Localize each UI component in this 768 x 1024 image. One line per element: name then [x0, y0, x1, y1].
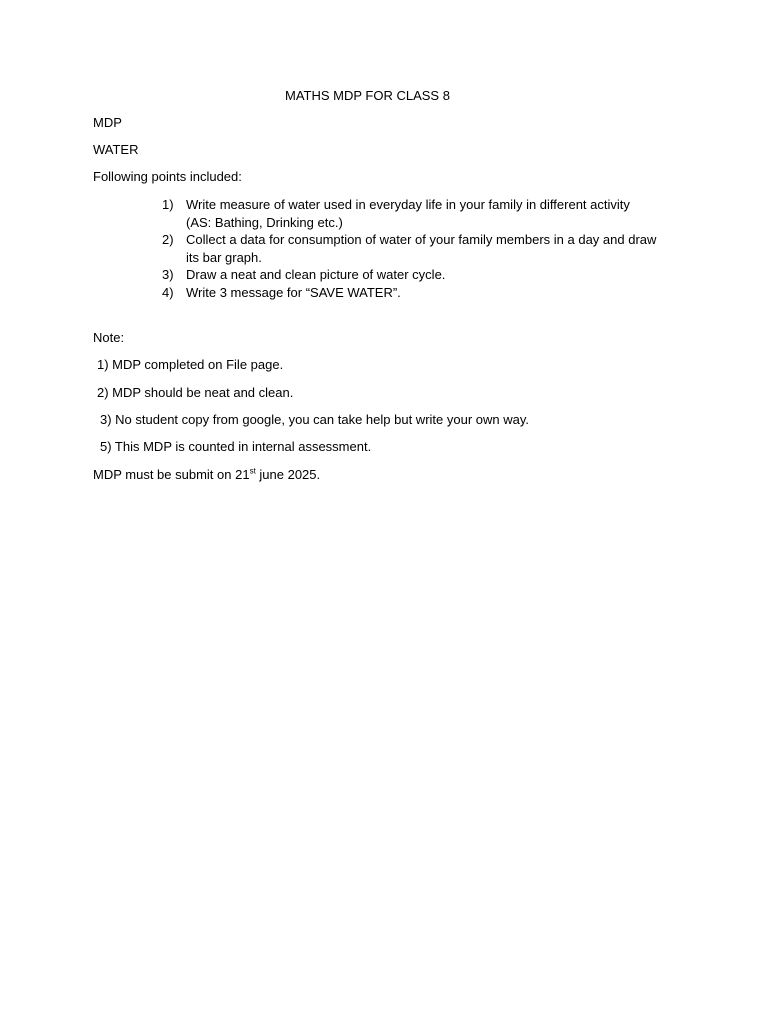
- deadline-text-main: MDP must be submit on 21: [93, 467, 250, 482]
- mdp-label: MDP: [93, 115, 122, 130]
- intro-text: Following points included:: [93, 169, 242, 184]
- document-title: MATHS MDP FOR CLASS 8: [285, 88, 450, 103]
- deadline-text-date: june 2025.: [255, 467, 321, 482]
- list-item-number: 1): [162, 197, 174, 212]
- list-item-text-continued: its bar graph.: [186, 250, 262, 265]
- note-item: 1) MDP completed on File page.: [97, 357, 284, 372]
- topic-label: WATER: [93, 142, 139, 157]
- deadline-ordinal-suffix: st: [249, 466, 256, 476]
- note-label: Note:: [93, 330, 125, 345]
- list-item-text-continued: (AS: Bathing, Drinking etc.): [186, 215, 343, 230]
- list-item-number: 2): [162, 232, 174, 247]
- note-item: 3) No student copy from google, you can take help but write your own way.: [100, 412, 529, 427]
- list-item-text: Draw a neat and clean picture of water cycle.: [186, 267, 446, 282]
- note-item: 2) MDP should be neat and clean.: [97, 385, 294, 400]
- list-item-number: 3): [162, 267, 174, 282]
- list-item-text: Collect a data for consumption of water of your family members in a day and draw: [186, 232, 657, 247]
- note-item: 5) This MDP is counted in internal assessment.: [100, 439, 372, 454]
- list-item-text: Write 3 message for “SAVE WATER”.: [186, 285, 401, 300]
- deadline-text: [93, 466, 320, 484]
- list-item-number: 4): [162, 285, 174, 300]
- list-item-text: Write measure of water used in everyday life in your family in different activity: [186, 197, 630, 212]
